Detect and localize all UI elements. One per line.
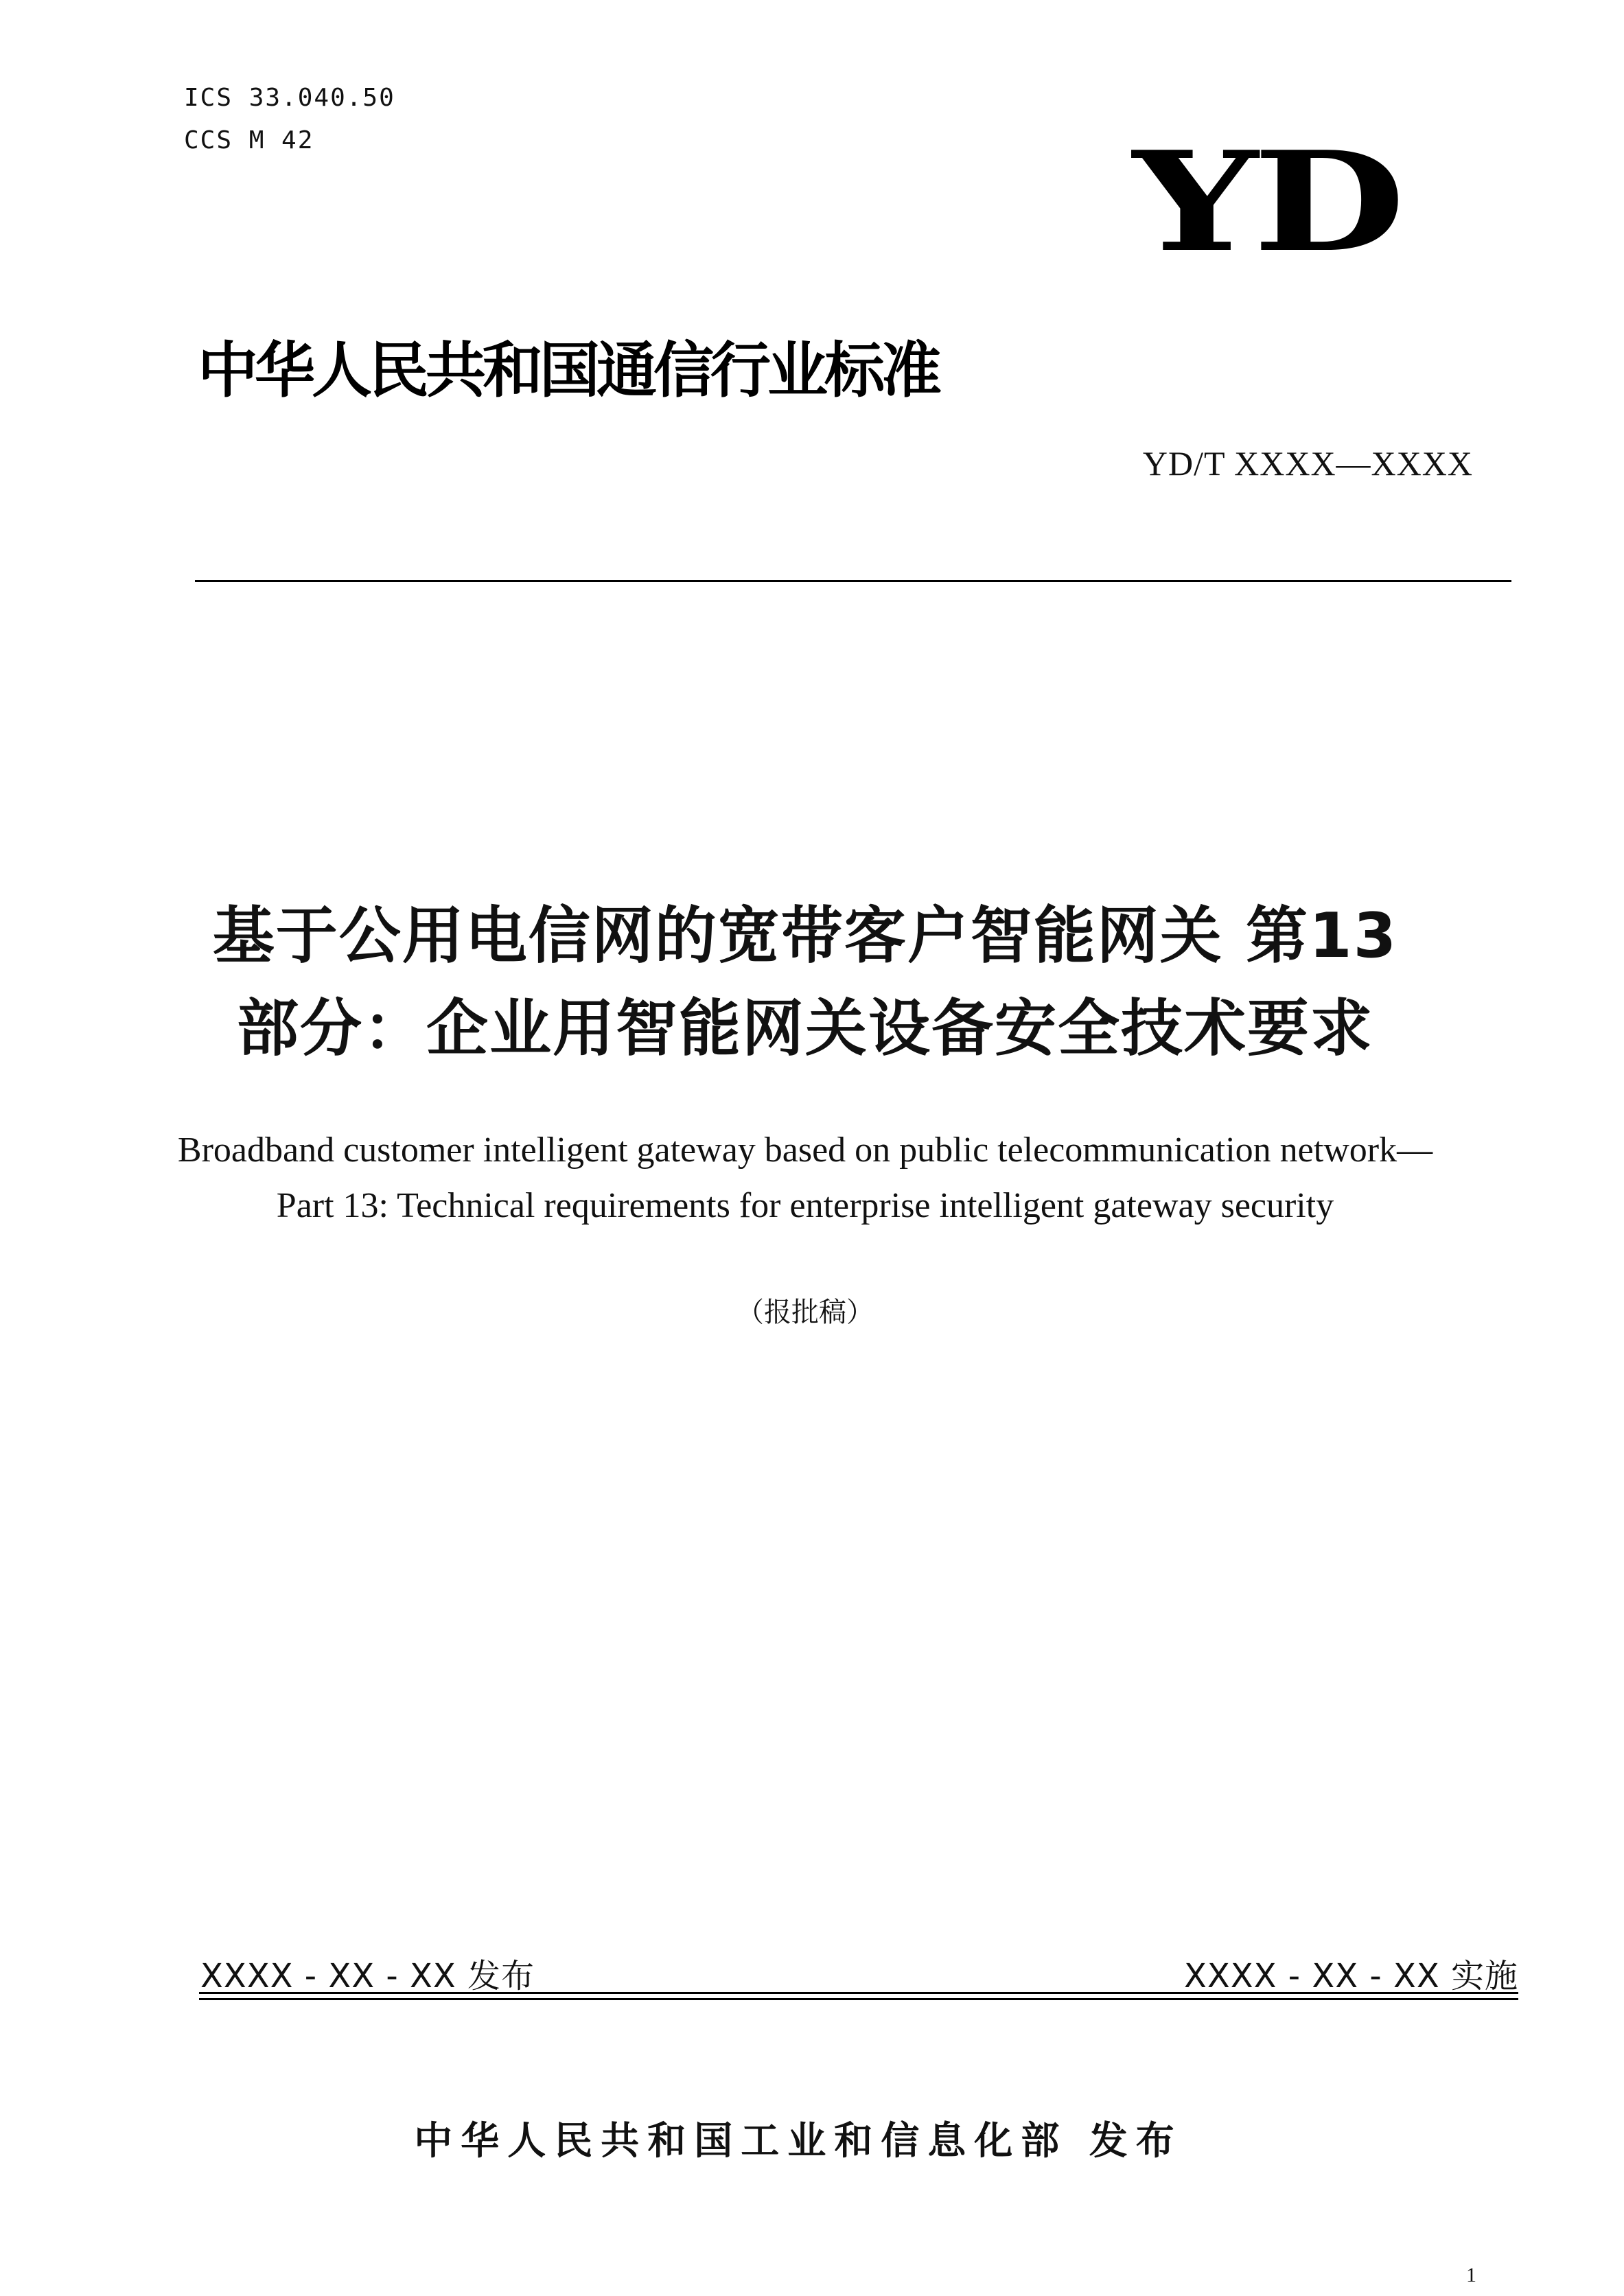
yd-logo: YD — [1133, 121, 1400, 283]
english-title-line-2: Part 13: Technical requirements for enterprise intelligent gateway security — [276, 1186, 1334, 1225]
publisher: 中华人民共和国工业和信息化部 发布 — [414, 2119, 1183, 2164]
standard-category: 中华人民共和国通信行业标准 — [198, 335, 939, 406]
draft-status: （报批稿） — [736, 1297, 874, 1328]
release-date: XXXX - XX - XX 发布 — [200, 1957, 535, 1995]
implementation-date: XXXX - XX - XX 实施 — [1184, 1957, 1518, 1995]
header-divider — [195, 580, 1511, 582]
english-title-line-1: Broadband customer intelligent gateway based on public telecommunication network— — [177, 1130, 1433, 1170]
page-number: 1 — [1466, 2264, 1476, 2286]
footer-divider-top — [199, 1992, 1518, 1994]
chinese-title-line-1: 基于公用电信网的宽带客户智能网关 第13 — [212, 900, 1398, 972]
ccs-code: CCS M 42 — [184, 126, 314, 154]
chinese-title-line-2: 部分：企业用智能网关设备安全技术要求 — [237, 993, 1373, 1065]
standard-number: YD/T XXXX—XXXX — [1142, 444, 1473, 483]
ics-code: ICS 33.040.50 — [184, 84, 395, 112]
footer-divider-bottom — [199, 1998, 1518, 2000]
